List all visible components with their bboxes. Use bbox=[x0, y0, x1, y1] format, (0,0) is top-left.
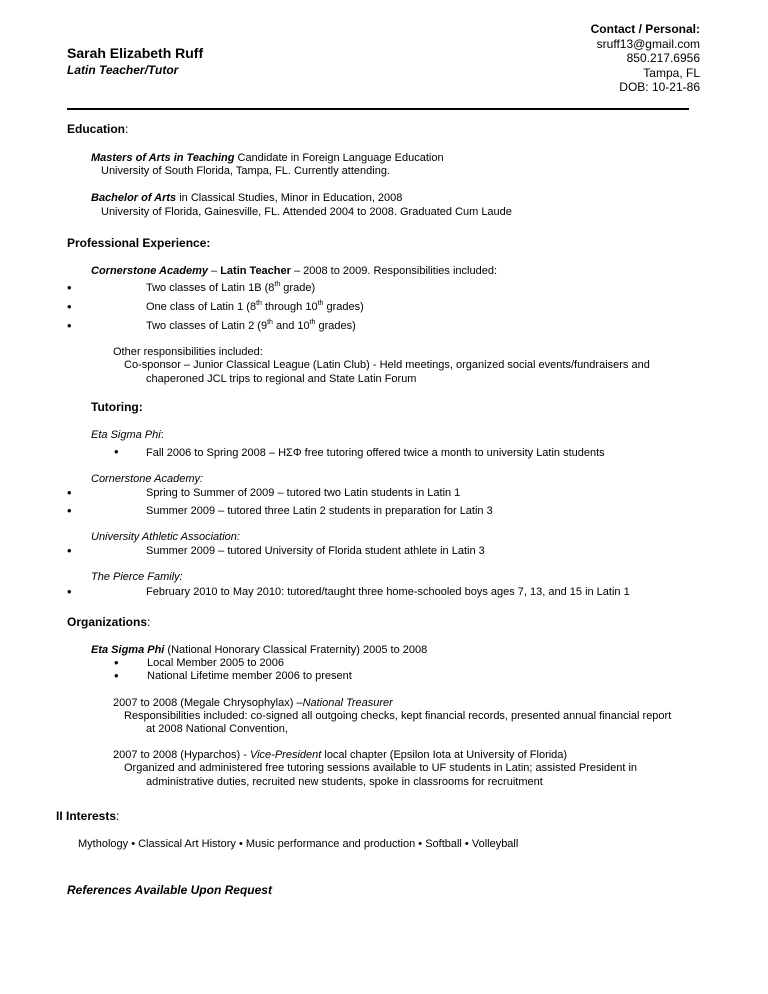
bullet-icon: • bbox=[67, 485, 72, 500]
tutoring-line: February 2010 to May 2010: tutored/taught three home-schooled boys ages 7, 13, and 15 in Latin 1 bbox=[146, 586, 630, 598]
header-divider bbox=[67, 108, 689, 110]
contact-block bbox=[591, 22, 700, 95]
education-item-2: Bachelor of Arts in Classical Studies, Minor in Education, 2008 bbox=[91, 192, 403, 204]
candidate-title bbox=[67, 63, 178, 77]
other-responsibilities-label: Other responsibilities included: bbox=[113, 346, 263, 358]
experience-employer-line: Cornerstone Academy – Latin Teacher – 2008 to 2009. Responsibilities included: bbox=[91, 265, 498, 277]
treasurer-line: 2007 to 2008 (Megale Chrysophylax) –National Treasurer bbox=[113, 697, 393, 709]
other-responsibilities-line-1: Co-sponsor – Junior Classical League (Latin Club) - Held meetings, organized social events/fundraisers and bbox=[124, 359, 650, 371]
bullet-icon: • bbox=[67, 318, 72, 333]
vp-detail-2: administrative duties, recruited new students, spoke in classrooms for recruitment bbox=[146, 776, 543, 788]
tutoring-heading: Tutoring: bbox=[91, 400, 143, 414]
vp-role: Vice-President bbox=[249, 749, 322, 761]
education-item-1: Masters of Arts in Teaching Candidate in Foreign Language Education bbox=[91, 152, 444, 164]
contact-location: Tampa, FL bbox=[643, 65, 700, 80]
vp-detail-1: Organized and administered free tutoring sessions available to UF students in Latin; assisted President in bbox=[124, 762, 638, 774]
contact-phone: 850.217.6956 bbox=[626, 51, 700, 65]
contact-heading: Contact / Personal: bbox=[590, 22, 700, 36]
education-item-2-detail: University of Florida, Gainesville, FL. Attended 2004 to 2008. Graduated Cum Laude bbox=[101, 206, 512, 218]
bullet-icon: • bbox=[67, 584, 72, 599]
bullet-icon: • bbox=[114, 655, 119, 670]
employer-role: Latin Teacher bbox=[220, 265, 291, 277]
candidate-name: Sarah Elizabeth Ruff bbox=[67, 45, 204, 61]
interests-heading: II Interests: bbox=[56, 809, 120, 823]
tutoring-line: Summer 2009 – tutored three Latin 2 students in preparation for Latin 3 bbox=[146, 505, 493, 517]
other-responsibilities-line-2: chaperoned JCL trips to regional and State Latin Forum bbox=[146, 373, 417, 385]
employer-name: Cornerstone Academy bbox=[91, 265, 208, 277]
tutoring-line: Spring to Summer of 2009 – tutored two Latin students in Latin 1 bbox=[146, 487, 461, 499]
tutoring-org-pierce: The Pierce Family: bbox=[91, 571, 183, 583]
organizations-heading: Organizations: bbox=[67, 615, 151, 629]
bullet-icon: • bbox=[67, 503, 72, 518]
treasurer-detail-1: Responsibilities included: co-signed all outgoing checks, kept financial records, presented annual financial report bbox=[124, 710, 672, 722]
treasurer-role: National Treasurer bbox=[302, 697, 393, 709]
degree-masters: Masters of Arts in Teaching bbox=[91, 152, 235, 164]
contact-dob: DOB: 10-21-86 bbox=[619, 80, 700, 94]
references-note: References Available Upon Request bbox=[67, 883, 272, 897]
experience-bullet-3: Two classes of Latin 2 (9th and 10th grades) bbox=[146, 319, 356, 332]
experience-heading: Professional Experience: bbox=[67, 236, 211, 250]
tutoring-line: Summer 2009 – tutored University of Florida student athlete in Latin 3 bbox=[146, 545, 485, 557]
bullet-icon: • bbox=[67, 299, 72, 314]
education-heading: Education: bbox=[67, 122, 129, 136]
tutoring-org-eta-sigma-phi: Eta Sigma Phi: bbox=[91, 429, 164, 441]
education-item-1-detail: University of South Florida, Tampa, FL. Currently attending. bbox=[101, 165, 390, 177]
membership-line: Local Member 2005 to 2006 bbox=[147, 657, 284, 669]
organization-line: Eta Sigma Phi (National Honorary Classical Fraternity) 2005 to 2008 bbox=[91, 644, 428, 656]
experience-bullet-2: One class of Latin 1 (8th through 10th grades) bbox=[146, 300, 364, 313]
degree-bachelor: Bachelor of Arts bbox=[91, 192, 177, 204]
candidate-title-text: Latin Teacher/Tutor bbox=[67, 63, 179, 77]
experience-bullet-1: Two classes of Latin 1B (8th grade) bbox=[146, 281, 316, 294]
bullet-icon: • bbox=[67, 280, 72, 295]
treasurer-detail-2: at 2008 National Convention, bbox=[146, 723, 288, 735]
tutoring-org-uaa: University Athletic Association: bbox=[91, 531, 240, 543]
interests-list: Mythology • Classical Art History • Music performance and production • Softball • Volleyball bbox=[78, 838, 519, 850]
tutoring-line: Fall 2006 to Spring 2008 – HΣΦ free tutoring offered twice a month to university Latin students bbox=[146, 447, 605, 459]
vp-line: 2007 to 2008 (Hyparchos) - Vice-President local chapter (Epsilon Iota at University of Florida) bbox=[113, 749, 568, 761]
organization-name: Eta Sigma Phi bbox=[91, 644, 165, 656]
bullet-icon: • bbox=[114, 444, 119, 459]
bullet-icon: • bbox=[67, 543, 72, 558]
membership-line: National Lifetime member 2006 to present bbox=[147, 670, 352, 682]
bullet-icon: • bbox=[114, 668, 119, 683]
tutoring-org-cornerstone: Cornerstone Academy: bbox=[91, 473, 204, 485]
contact-email: sruff13@gmail.com bbox=[596, 36, 700, 51]
